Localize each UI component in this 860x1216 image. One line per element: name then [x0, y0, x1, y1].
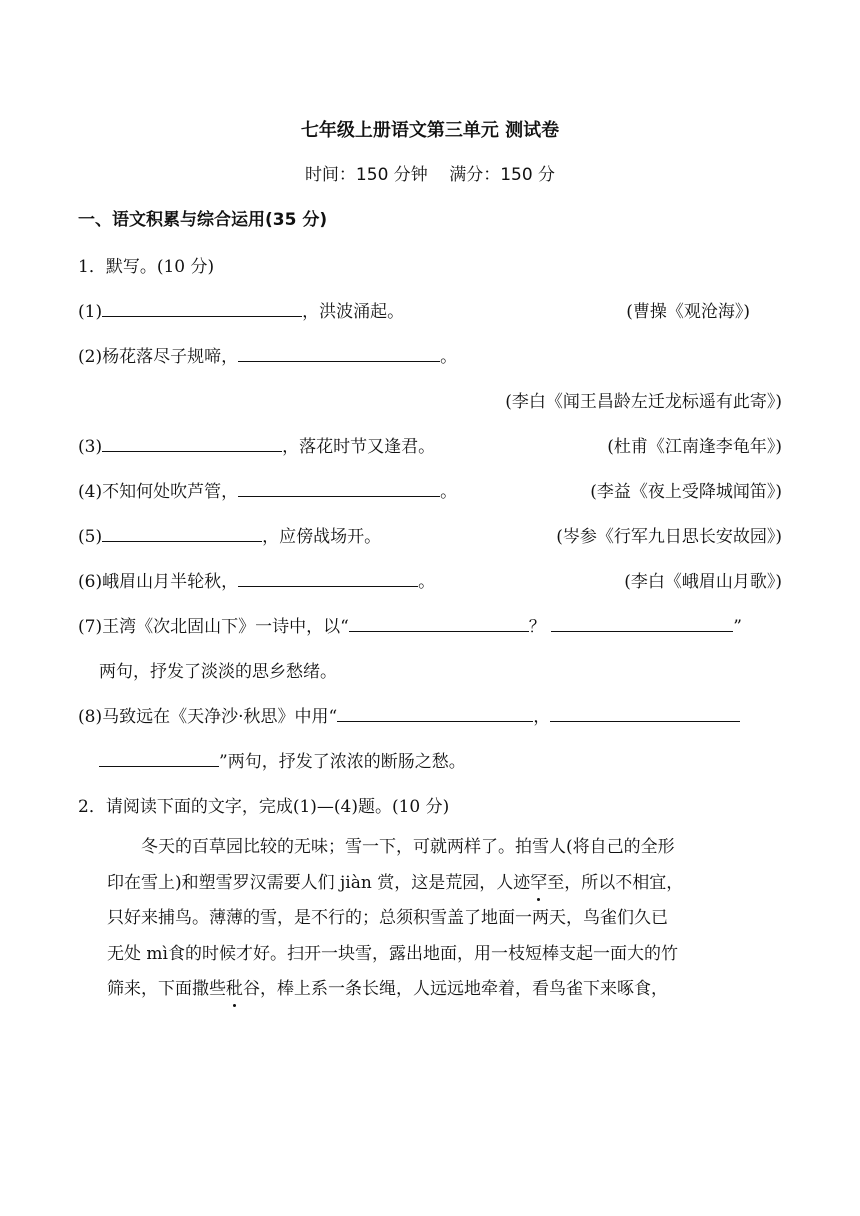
fill-item-2: (2)杨花落尽子规啼， 。	[78, 347, 458, 367]
question-title: 1．默写。(10 分)	[78, 257, 215, 277]
source-citation: (岑参《行军九日思长安故园》)	[556, 527, 782, 547]
exam-meta	[0, 160, 860, 185]
passage-line: 只好来捕鸟。薄薄的雪，是不行的；总须积雪盖了地面一两天，鸟雀们久已	[107, 908, 668, 928]
fill-item-6: (6)峨眉山月半轮秋， 。	[78, 572, 436, 592]
exam-score: 满分：150 分	[449, 165, 556, 185]
fill-item-5: (5) ，应傍战场开。	[78, 527, 382, 547]
exam-time: 时间：150 分钟	[304, 165, 428, 185]
reading-passage	[107, 830, 782, 1008]
source-citation: (李白《闻王昌龄左迁龙标遥有此寄》)	[505, 392, 782, 412]
emphasis-char: 罕	[530, 872, 548, 893]
answer-blank[interactable]	[238, 345, 440, 362]
section-heading: 一、语文积累与综合运用(35 分)	[78, 210, 328, 230]
passage-line: 冬天的百草园比较的无味；雪一下，可就两样了。拍雪人(将自己的全形	[141, 837, 675, 857]
fill-item-1: (1) ，洪波涌起。	[78, 302, 405, 322]
answer-blank[interactable]	[102, 525, 262, 542]
passage-line: 无处 mì食的时候才好。扫开一块雪，露出地面，用一枝短棒支起一面大的竹	[107, 943, 678, 964]
answer-blank[interactable]	[102, 300, 302, 317]
fill-item-8: (8)马致远在《天净沙·秋思》中用“ ，	[78, 702, 860, 727]
answer-blank[interactable]	[238, 570, 418, 587]
passage-line: 印在雪上)和塑雪罗汉需要人们 jiàn 赏，这是荒园，人迹罕至，所以不相宜，	[107, 872, 684, 893]
answer-blank[interactable]	[99, 750, 219, 767]
question-title: 2．请阅读下面的文字，完成(1)—(4)题。(10 分)	[78, 797, 450, 817]
answer-blank[interactable]	[337, 705, 533, 722]
answer-blank[interactable]	[550, 705, 740, 722]
source-citation: (李益《夜上受降城闻笛》)	[590, 482, 782, 502]
emphasis-char: 秕	[226, 979, 243, 999]
fill-item-7-continuation: 两句，抒发了淡淡的思乡愁绪。	[99, 662, 337, 682]
source-citation: (曹操《观沧海》)	[626, 302, 750, 322]
passage-line: 筛来，下面撒些秕谷，棒上系一条长绳，人远远地牵着，看鸟雀下来啄食，	[107, 979, 668, 999]
source-citation: (李白《峨眉山月歌》)	[624, 572, 782, 592]
answer-blank[interactable]	[551, 615, 733, 632]
answer-blank[interactable]	[238, 480, 440, 497]
fill-item-7: (7)王湾《次北固山下》一诗中，以“ ？ ”	[78, 617, 742, 637]
fill-item-4: (4)不知何处吹芦管， 。	[78, 482, 458, 502]
source-citation: (杜甫《江南逢李龟年》)	[607, 437, 782, 457]
fill-item-3: (3) ，落花时节又逢君。	[78, 437, 436, 457]
answer-blank[interactable]	[102, 435, 282, 452]
fill-item-8-continuation: ”两句，抒发了浓浓的断肠之愁。	[99, 747, 860, 772]
answer-blank[interactable]	[349, 615, 529, 632]
page-title: 七年级上册语文第三单元 测试卷	[300, 120, 560, 141]
